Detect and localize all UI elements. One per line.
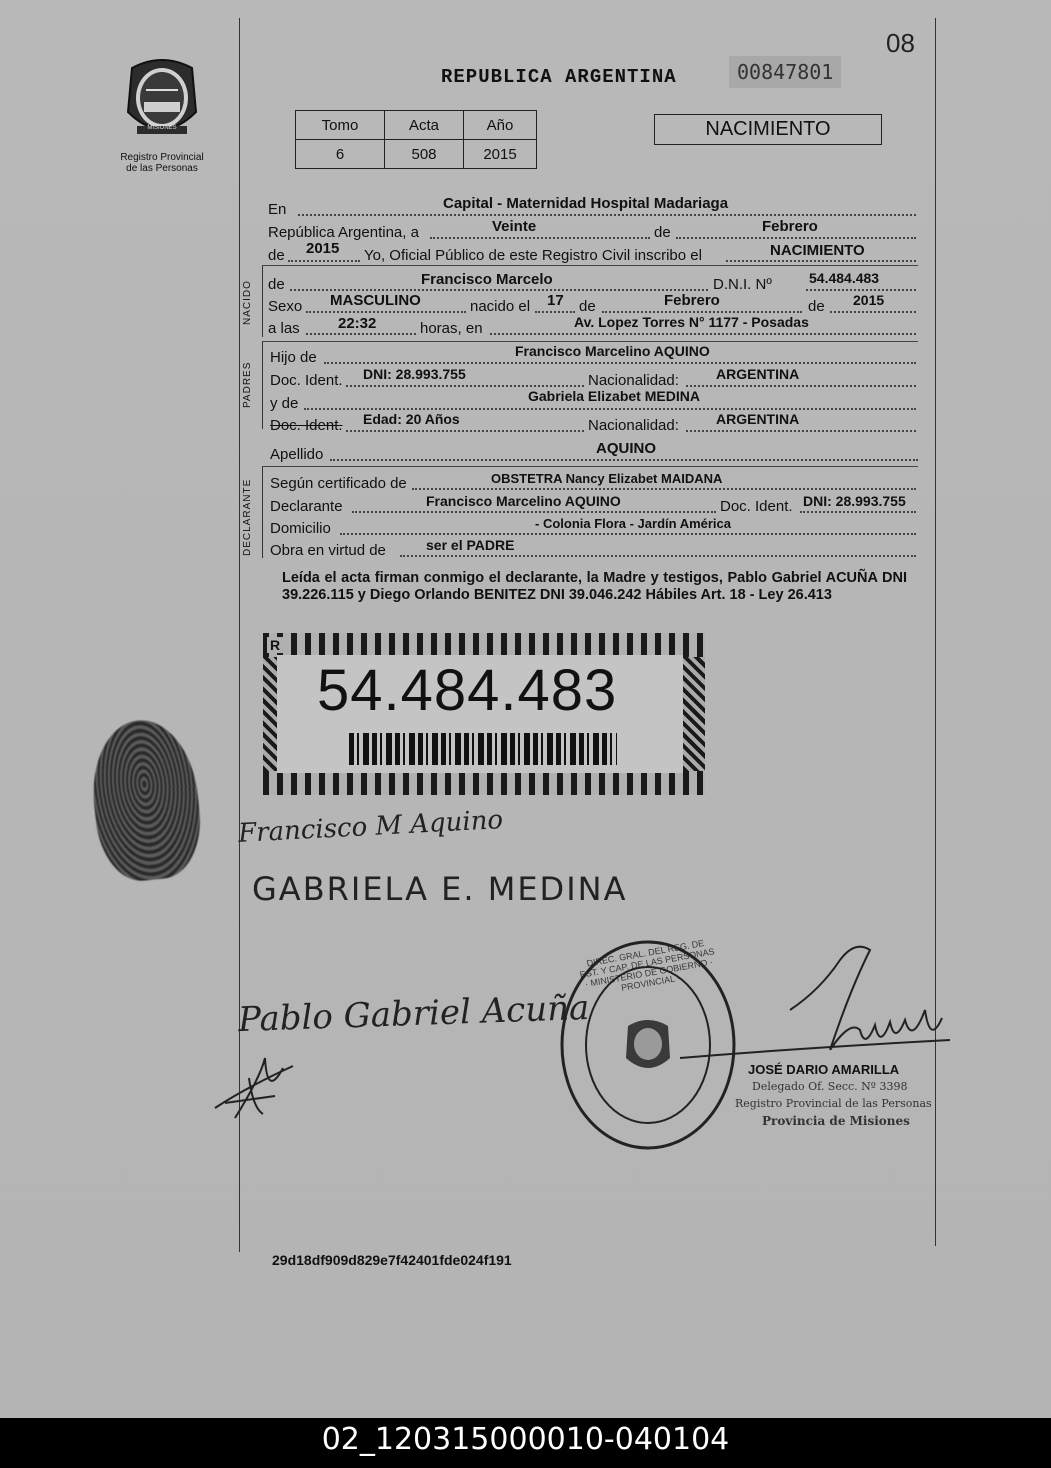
hora-value: 22:32 xyxy=(338,315,377,332)
apellido-value: AQUINO xyxy=(596,440,656,457)
dotted-line xyxy=(288,260,360,262)
y-de-label: y de xyxy=(270,395,299,412)
dotted-line xyxy=(412,488,916,490)
obra-label: Obra en virtud de xyxy=(270,542,386,559)
sticker-pattern-bottom xyxy=(263,771,705,795)
de4-label: de xyxy=(579,298,596,315)
official-role: Delegado Of. Secc. Nº 3398 xyxy=(752,1080,908,1093)
en-value: Capital - Maternidad Hospital Madariaga xyxy=(443,195,729,212)
yo-label: Yo, Oficial Público de este Registro Civil inscribo el xyxy=(364,247,702,264)
section-top-line xyxy=(262,341,918,342)
official-name: JOSÉ DARIO AMARILLA xyxy=(748,1062,900,1077)
apellido-label: Apellido xyxy=(270,446,324,463)
dotted-line xyxy=(330,459,918,461)
dotted-line xyxy=(490,333,916,335)
dotted-line xyxy=(346,430,584,432)
section-divider xyxy=(262,265,263,337)
en-label: En xyxy=(268,201,287,218)
table-cell: 2015 xyxy=(464,140,537,169)
sticker-number: 54.484.483 xyxy=(317,658,618,723)
inscribo-value: NACIMIENTO xyxy=(770,242,865,259)
hijo-de-label: Hijo de xyxy=(270,349,317,366)
doc-ident-2-label: Doc. Ident. xyxy=(270,417,343,434)
dotted-line xyxy=(686,430,916,432)
official-office: Registro Provincial de las Personas xyxy=(735,1097,932,1110)
nac-dia-value: 17 xyxy=(547,292,564,309)
official-province: Provincia de Misiones xyxy=(762,1114,910,1128)
dotted-line xyxy=(602,311,802,313)
sexo-value: MASCULINO xyxy=(330,292,421,309)
dotted-line xyxy=(306,333,416,335)
table-cell: 6 xyxy=(296,140,385,169)
logo-caption-2: de las Personas xyxy=(126,163,198,174)
declarante-section-label: DECLARANTE xyxy=(242,478,253,556)
logo-text: MISIONES xyxy=(147,125,177,131)
de5-label: de xyxy=(808,298,825,315)
section-top-line xyxy=(262,466,918,467)
nacido-section-label: NACIDO xyxy=(242,280,253,325)
table-cell: 508 xyxy=(385,140,464,169)
official-signature-icon xyxy=(680,930,960,1080)
dotted-line xyxy=(806,289,916,291)
a-las-label: a las xyxy=(268,320,300,337)
sticker-barcode xyxy=(349,733,617,765)
dotted-line xyxy=(686,385,916,387)
sticker-letter: R xyxy=(267,637,283,653)
declarante-doc-value: DNI: 28.993.755 xyxy=(803,493,906,509)
dotted-line xyxy=(800,511,916,513)
nacionalidad-2-label: Nacionalidad: xyxy=(588,417,679,434)
registry-table xyxy=(295,110,537,169)
mother-signature: GABRIELA E. MEDINA xyxy=(252,870,628,908)
dotted-line xyxy=(430,237,650,239)
dotted-line xyxy=(352,511,716,513)
doc-ident-label: Doc. Ident. xyxy=(270,372,343,389)
dotted-line xyxy=(400,555,916,557)
fingerprint-image xyxy=(86,715,206,885)
padre-doc-value: DNI: 28.993.755 xyxy=(363,366,466,382)
section-top-line xyxy=(262,265,918,266)
dni-label: D.N.I. Nº xyxy=(713,276,772,293)
dotted-line xyxy=(324,362,916,364)
nombre-value: Francisco Marcelo xyxy=(421,271,553,288)
domicilio-label: Domicilio xyxy=(270,520,331,537)
table-header: Año xyxy=(464,111,537,140)
nacionalidad-label: Nacionalidad: xyxy=(588,372,679,389)
de2-label: de xyxy=(268,247,285,264)
section-divider xyxy=(262,466,263,558)
table-header: Acta xyxy=(385,111,464,140)
nacido-el-label: nacido el xyxy=(470,298,531,315)
anio-value: 2015 xyxy=(306,240,340,257)
dotted-line xyxy=(676,237,916,239)
obra-value: ser el PADRE xyxy=(426,537,515,553)
document-title: REPUBLICA ARGENTINA xyxy=(441,66,677,88)
section-divider xyxy=(262,341,263,429)
dotted-line xyxy=(298,214,916,216)
mes-value: Febrero xyxy=(762,218,818,235)
nac-anio-value: 2015 xyxy=(853,292,885,308)
de-label: de xyxy=(654,224,671,241)
sexo-label: Sexo xyxy=(268,298,303,315)
dni-value: 54.484.483 xyxy=(809,270,880,286)
second-witness-scribble-icon xyxy=(205,1048,305,1128)
dotted-line xyxy=(535,311,575,313)
document-hash: 29d18df909d829e7f42401fde024f191 xyxy=(272,1252,512,1268)
lugar-value: Av. Lopez Torres N° 1177 - Posadas xyxy=(574,314,809,330)
dotted-line xyxy=(290,289,708,291)
dotted-line xyxy=(304,408,916,410)
madre-nac-value: ARGENTINA xyxy=(716,411,800,427)
madre-doc-value: Edad: 20 Años xyxy=(363,411,460,427)
declarante-value: Francisco Marcelino AQUINO xyxy=(426,493,621,509)
padres-section-label: PADRES xyxy=(242,361,253,408)
horas-en-label: horas, en xyxy=(420,320,483,337)
declarante-label: Declarante xyxy=(270,498,343,515)
sticker-pattern-right xyxy=(683,657,705,771)
serial-number: 00847801 xyxy=(729,56,841,88)
scan-id-footer: 02_120315000010-040104 xyxy=(0,1418,1051,1468)
security-sticker xyxy=(263,633,705,795)
padre-value: Francisco Marcelino AQUINO xyxy=(515,343,710,359)
legal-text: Leída el acta firman conmigo el declarante, la Madre y testigos, Pablo Gabriel ACUÑA DNI 39.226.115 y Diego Orlando BENITEZ DNI 39.046.242 Hábiles Art. 18 - Ley 26.413 xyxy=(282,570,907,603)
registry-logo xyxy=(110,50,214,174)
father-signature: Francisco M Aquino xyxy=(237,805,504,849)
madre-value: Gabriela Elizabet MEDINA xyxy=(528,388,700,404)
de3-label: de xyxy=(268,276,285,293)
seal-ring-text: DIREC. GRAL. DEL REG. DE EST. Y CAP. DE LAS PERSONAS · MINISTERIO DE GOBIERNO · PROVINCIAL · xyxy=(579,937,716,993)
dotted-line xyxy=(830,311,916,313)
dotted-line xyxy=(726,260,916,262)
dotted-line xyxy=(306,311,466,313)
segun-label: Según certificado de xyxy=(270,475,407,492)
dia-value: Veinte xyxy=(492,218,537,235)
doc-ident-3-label: Doc. Ident. xyxy=(720,498,793,515)
dotted-line xyxy=(346,385,584,387)
dotted-line xyxy=(340,533,916,535)
table-header: Tomo xyxy=(296,111,385,140)
record-type-box: NACIMIENTO xyxy=(654,114,882,145)
sticker-pattern-top xyxy=(263,633,705,657)
sheet-number: 08 xyxy=(886,28,915,58)
padre-nac-value: ARGENTINA xyxy=(716,366,800,382)
nac-mes-value: Febrero xyxy=(664,292,720,309)
certificado-value: OBSTETRA Nancy Elizabet MAIDANA xyxy=(491,471,723,486)
domicilio-value: - Colonia Flora - Jardín América xyxy=(535,516,732,531)
logo-caption-1: Registro Provincial xyxy=(120,152,204,163)
republica-label: República Argentina, a xyxy=(268,224,419,241)
sticker-panel xyxy=(277,655,683,773)
witness-signature: Pablo Gabriel Acuña xyxy=(237,987,590,1041)
